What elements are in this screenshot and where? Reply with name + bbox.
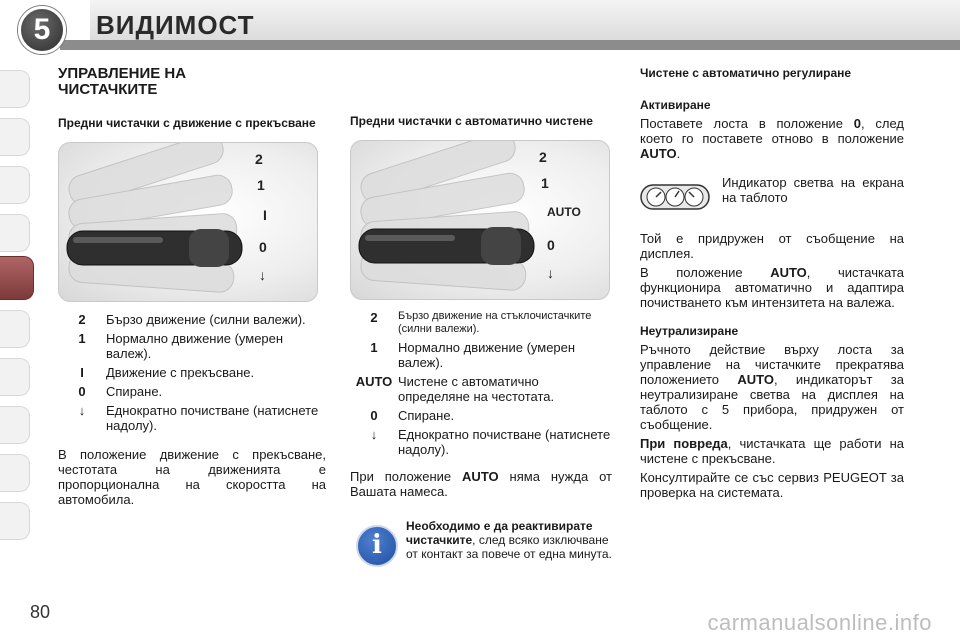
text-bold: AUTO [737,372,774,387]
legend-desc: Чистене с автоматично определяне на честотата. [398,374,555,404]
text-span: . [676,146,681,161]
legend-key: 2 [78,312,86,327]
info-text-rest: , след всяко изключване от контакт за повече от една минута. [406,533,612,561]
info-text [406,519,612,561]
text-bold: AUTO [640,146,677,161]
chapter-title: ВИДИМОСТ [96,10,255,40]
text-span: , чистачката функционира автоматично и адаптира почистването към интензитета на валежа. [640,265,904,310]
chapter-tab-active[interactable] [0,256,34,300]
info-icon: i [356,525,398,567]
interval-note: В положение движение с прекъсване, честотата на движенията е пропорционална на скоростта на автомобила. [58,447,326,507]
legend-desc: Бързо движение на стъклочистачките (силни валежи). [398,310,592,335]
legend-row [58,384,326,399]
text-span: Поставете лоста в положение [640,116,854,131]
text-span: Ръчното действие върху лоста за управление на чистачките прекратява положението [640,342,904,387]
activation-text [640,116,904,161]
column-auto-regulation [640,66,904,500]
indicator-text: Индикатор светва на екрана на таблото [722,175,904,205]
subheading-auto: Предни чистачки с автоматично чистене [350,114,593,128]
legend-key: AUTO [355,374,393,389]
legend-desc: Бързо движение (силни валежи). [106,312,306,327]
legend-row [58,365,326,380]
auto-position-text [640,265,904,310]
message-text: Той е придружен от съобщение на дисплея. [640,231,904,261]
watermark: carmanualsonline.info [707,610,932,635]
wiper-stalk-auto-illustration [350,140,610,300]
text-bold: AUTO [770,265,807,280]
chapter-tab[interactable] [0,358,30,396]
text-bold: 0 [853,116,861,131]
legend-desc: Еднократно почистване (натиснете надолу). [106,403,319,433]
position-label: 1 [257,177,265,193]
wiper-stalk-illustration [58,142,318,302]
subheading-activation: Активиране [640,98,711,112]
legend-desc: Нормално движение (умерен валеж). [398,340,576,370]
service-text: Консултирайте се със сервиз PEUGEOT за проверка на системата. [640,470,904,500]
legend-key: ↓ [370,427,378,442]
text-span: , чистачката ще работи на чистене с прекъсване. [640,436,904,466]
position-legend [350,310,612,457]
wiper-stalk-icon [59,143,318,302]
text-bold: При повреда [640,436,728,451]
legend-key: 0 [78,384,86,399]
failure-text [640,436,904,466]
chapter-number-badge: 5 [18,6,66,54]
legend-row [58,312,326,327]
position-label: 2 [255,151,263,167]
legend-row [350,408,612,423]
chapter-tab-strip [0,60,34,580]
chapter-tab[interactable] [0,502,30,540]
position-label: 2 [539,149,547,165]
page-number: 80 [30,602,51,622]
legend-row [350,374,612,404]
position-label: 0 [259,239,267,255]
position-label: ↓ [547,265,554,281]
legend-desc: Еднократно почистване (натиснете надолу). [398,427,611,457]
wiper-stalk-auto-icon [351,141,610,300]
text-span: В положение [640,265,771,280]
position-label: 1 [541,175,549,191]
legend-desc: Спиране. [106,384,163,399]
legend-key: 1 [78,331,86,346]
legend-row [350,310,612,336]
info-text-bold: Необходимо е да реактивирате чистачките [406,519,593,547]
chapter-tab[interactable] [0,118,30,156]
legend-row [350,427,612,457]
position-label: 0 [547,237,555,253]
legend-desc: Спиране. [398,408,455,423]
auto-note-bold: AUTO [462,469,499,484]
dashboard-indicator-icon [640,181,710,213]
position-legend [58,312,326,433]
subheading-interval: Предни чистачки с движение с прекъсване [58,116,316,130]
column-interval-wipers [58,66,326,507]
legend-key: 2 [370,310,378,325]
legend-row [58,331,326,361]
indicator-row [640,175,904,225]
legend-key: I [80,365,84,380]
auto-note-prefix: При положение [350,469,463,484]
column-auto-wipers [350,66,612,583]
text-span: , след което го поставете отново в положение [640,116,904,146]
text-span: , индикаторът за неутрализиране светва на дисплея на таблото с 5 прибора, придружен от съобщение. [640,372,904,432]
chapter-tab[interactable] [0,214,30,252]
position-label: ↓ [259,267,266,283]
subheading-neutralize: Неутрализиране [640,324,739,338]
legend-row [58,403,326,433]
chapter-tab[interactable] [0,70,30,108]
section-title: УПРАВЛЕНИЕ НА ЧИСТАЧКИТЕ [58,65,187,98]
chapter-tab[interactable] [0,310,30,348]
info-box [350,519,612,583]
header-band-line [60,40,960,50]
legend-desc: Движение с прекъсване. [106,365,255,380]
legend-key: ↓ [78,403,86,418]
chapter-tab[interactable] [0,166,30,204]
neutralize-text [640,342,904,432]
legend-key: 1 [370,340,378,355]
legend-row [350,340,612,370]
position-label: AUTO [547,205,581,219]
legend-desc: Нормално движение (умерен валеж). [106,331,284,361]
auto-note [350,469,612,499]
page-header [0,0,960,58]
auto-note-suffix: няма нужда от Вашата намеса. [350,469,612,499]
section-title-auto-regulation: Чистене с автоматично регулиране [640,66,852,80]
legend-key: 0 [370,408,378,423]
chapter-tab[interactable] [0,454,30,492]
chapter-tab[interactable] [0,406,30,444]
position-label: I [263,207,267,223]
